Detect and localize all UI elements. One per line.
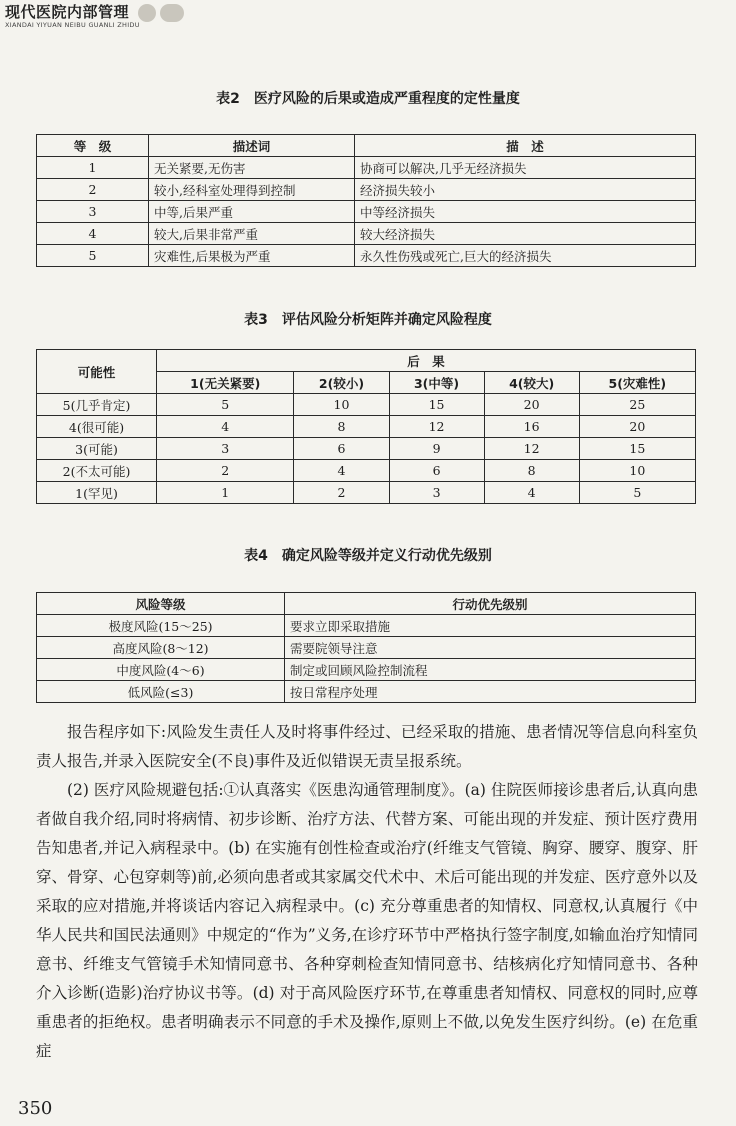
cell: 永久性伤残或死亡,巨大的经济损失 <box>355 245 696 267</box>
cell: 4 <box>484 482 579 504</box>
header-emblem-icon <box>138 4 156 22</box>
col-header: 等 级 <box>37 135 149 157</box>
col-header: 描述词 <box>149 135 355 157</box>
table3-caption: 表3 评估风险分析矩阵并确定风险程度 <box>244 312 492 328</box>
table-row <box>37 681 696 703</box>
cell: 6 <box>294 438 389 460</box>
cell: 6 <box>389 460 484 482</box>
table-row <box>37 438 696 460</box>
col-header: 风险等级 <box>37 593 285 615</box>
col-header: 5(灾难性) <box>579 372 695 394</box>
cell: 1 <box>157 482 294 504</box>
cell: 2 <box>37 179 149 201</box>
cell: 3 <box>157 438 294 460</box>
page-number: 350 <box>18 1098 53 1119</box>
row-header-corner: 可能性 <box>37 350 157 394</box>
cell: 25 <box>579 394 695 416</box>
cell: 无关紧要,无伤害 <box>149 157 355 179</box>
consequence-severity-table <box>36 134 696 267</box>
cell: 经济损失较小 <box>355 179 696 201</box>
row-label: 5(几乎肯定) <box>37 394 157 416</box>
table-header-row <box>37 350 696 372</box>
running-header <box>5 3 140 29</box>
table-row <box>37 201 696 223</box>
consequence-group-header: 后 果 <box>157 350 696 372</box>
cell: 10 <box>579 460 695 482</box>
table-row <box>37 460 696 482</box>
body-text <box>36 718 698 1066</box>
cell: 协商可以解决,几乎无经济损失 <box>355 157 696 179</box>
table-row <box>37 637 696 659</box>
table-row <box>37 157 696 179</box>
header-title: 现代医院内部管理 <box>5 3 130 21</box>
cell: 4 <box>37 223 149 245</box>
cell: 9 <box>389 438 484 460</box>
table-row <box>37 394 696 416</box>
col-header: 描 述 <box>355 135 696 157</box>
cell: 4 <box>294 460 389 482</box>
cell: 中等经济损失 <box>355 201 696 223</box>
table-row <box>37 245 696 267</box>
row-label: 4(很可能) <box>37 416 157 438</box>
row-label: 3(可能) <box>37 438 157 460</box>
col-header: 2(较小) <box>294 372 389 394</box>
cell: 5 <box>37 245 149 267</box>
cell: 2 <box>294 482 389 504</box>
cell: 8 <box>294 416 389 438</box>
cell: 15 <box>389 394 484 416</box>
cell: 10 <box>294 394 389 416</box>
cell: 4 <box>157 416 294 438</box>
paragraph: 报告程序如下:风险发生责任人及时将事件经过、已经采取的措施、患者情况等信息向科室负责人报告,并录入医院安全(不良)事件及近似错误无责呈报系统。 <box>36 723 698 770</box>
paragraph: (2) 医疗风险规避包括:①认真落实《医患沟通管理制度》。(a) 住院医师接诊患者后,认真向患者做自我介绍,同时将病情、初步诊断、治疗方法、代替方案、可能出现的并发症、预计医疗费用告知患者,并记入病程录中。(b) 在实施有创性检查或治疗(纤维支气管镜、胸穿、腰穿、腹穿、肝穿、骨穿、心包穿刺等)前,必须向患者或其家属交代术中、术后可能出现的并发症、医疗意外以及采取的应对措施,并将谈话内容记入病程录中。(c) 充分尊重患者的知情权、同意权,认真履行《中华人民共和国民法通则》中规定的“作为”义务,在诊疗环节中严格执行签字制度,如输血治疗知情同意书、纤维支气管镜手术知情同意书、各种穿刺检查知情同意书、结核病化疗知情同意书、各种介入诊断(造影)治疗协议书等。(d) 对于高风险医疗环节,在尊重患者知情权、同意权的同时,应尊重患者的拒绝权。患者明确表示不同意的手术及操作,原则上不做,以免发生医疗纠纷。(e) 在危重症 <box>36 781 698 1060</box>
cell: 2 <box>157 460 294 482</box>
col-header: 1(无关紧要) <box>157 372 294 394</box>
row-label: 1(罕见) <box>37 482 157 504</box>
cell: 20 <box>579 416 695 438</box>
cell: 灾难性,后果极为严重 <box>149 245 355 267</box>
cell: 12 <box>389 416 484 438</box>
cell: 12 <box>484 438 579 460</box>
cell: 8 <box>484 460 579 482</box>
table-header-row <box>37 135 696 157</box>
cell: 极度风险(15～25) <box>37 615 285 637</box>
cell: 要求立即采取措施 <box>285 615 696 637</box>
table4-caption: 表4 确定风险等级并定义行动优先级别 <box>244 548 492 564</box>
table-row <box>37 416 696 438</box>
cell: 20 <box>484 394 579 416</box>
table-header-row <box>37 593 696 615</box>
table-row <box>37 659 696 681</box>
col-header: 3(中等) <box>389 372 484 394</box>
risk-matrix-table <box>36 349 696 504</box>
col-header: 4(较大) <box>484 372 579 394</box>
cell: 3 <box>37 201 149 223</box>
table-row <box>37 179 696 201</box>
cell: 较小,经科室处理得到控制 <box>149 179 355 201</box>
cell: 按日常程序处理 <box>285 681 696 703</box>
cell: 较大,后果非常严重 <box>149 223 355 245</box>
cell: 制定或回顾风险控制流程 <box>285 659 696 681</box>
risk-level-priority-table <box>36 592 696 703</box>
cell: 5 <box>157 394 294 416</box>
table-row <box>37 223 696 245</box>
table2-caption: 表2 医疗风险的后果或造成严重程度的定性量度 <box>216 91 520 107</box>
cell: 1 <box>37 157 149 179</box>
col-header: 行动优先级别 <box>285 593 696 615</box>
cell: 中等,后果严重 <box>149 201 355 223</box>
cell: 16 <box>484 416 579 438</box>
row-label: 2(不太可能) <box>37 460 157 482</box>
cell: 中度风险(4～6) <box>37 659 285 681</box>
table-row <box>37 482 696 504</box>
cell: 5 <box>579 482 695 504</box>
header-badge-icon <box>160 4 184 22</box>
cell: 3 <box>389 482 484 504</box>
cell: 高度风险(8～12) <box>37 637 285 659</box>
cell: 需要院领导注意 <box>285 637 696 659</box>
header-subtitle: XIANDAI YIYUAN NEIBU GUANLI ZHIDU <box>5 21 140 29</box>
cell: 低风险(≤3) <box>37 681 285 703</box>
table-row <box>37 615 696 637</box>
cell: 较大经济损失 <box>355 223 696 245</box>
cell: 15 <box>579 438 695 460</box>
